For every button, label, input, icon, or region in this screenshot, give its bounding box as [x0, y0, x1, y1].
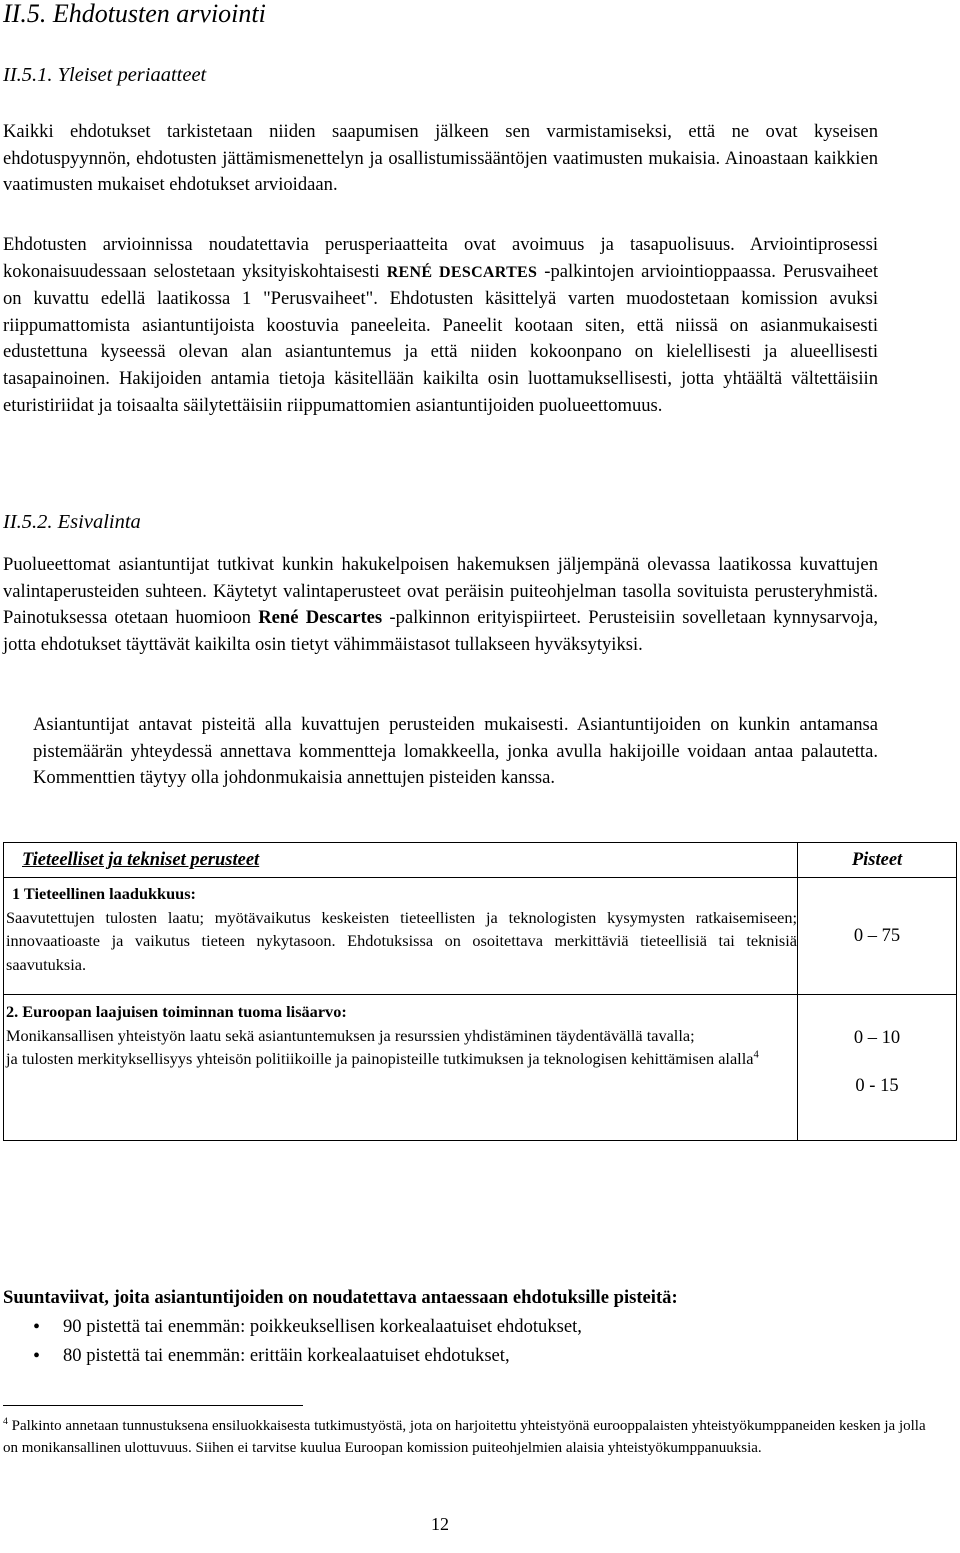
subsection-title-general: II.5.1. Yleiset periaatteet [3, 64, 207, 86]
preselection-paragraph-1-part-b: -palkinnon erityispiirteet. Perusteisiin sovelletaan kynnysarvoja, jotta ehdotukset täyttävät kaikilta osin tietyt vähimmäistasot tullakseen hyväksytyiksi. [3, 607, 878, 655]
header-criteria: Tieteelliset ja tekniset perusteet [4, 843, 798, 878]
criterion-1-cell [4, 878, 798, 995]
page-number: 12 [431, 1514, 449, 1534]
general-paragraph-2-part-b: -palkintojen arviointioppaassa. Perusvaiheet on kuvattu edellä laatikossa 1 "Perusvaiheet". Ehdotusten käsittelyä varten muodostetaan komission avuksi riippumattomista asiantuntijoista koostuvia paneeleita. Paneelit kootaan siten, että niissä on asianmukaisesti edustettuna kyseessä olevan alan asiantuntemus ja että niiden kokoonpano on kielellisesti ja alueellisesti tasapainoinen. Hakijoiden antamia tietoja käsitellään kaikilta osin luottamuksellisesti, jotta yhtäältä vältettäisiin eturistiriidat ja toisaalta säilytettäisiin riippumattomien asiantuntijoiden puolueettomuus. [3, 260, 878, 416]
criteria-row-1 [4, 878, 957, 995]
guidelines-list [3, 1313, 903, 1370]
general-paragraph-1: Kaikki ehdotukset tarkistetaan niiden saapumisen jälkeen sen varmistamiseksi, että ne ovat kyseisen ehdotuspyynnön, ehdotusten jättämismenettelyn ja osallistumissääntöjen vaatimusten mukaisia. Ainoastaan kaikkien vaatimusten mukaiset ehdotukset arvioidaan. [3, 121, 878, 196]
criteria-row-2 [4, 995, 957, 1141]
criterion-1-heading: 1 Tieteellinen laadukkuus: [12, 884, 196, 903]
rene-descartes-prize-name-2: René Descartes [258, 607, 383, 629]
footnote-text: Palkinto annetaan tunnustuksena ensiluokkaisesta tutkimustyöstä, jota on harjoitettu yhteistyönä eurooppalaisten yhteistyökumppaneiden kesken ja jolla on monikansallinen ulottuvuus. Siihen ei tarvitse kuulua Euroopan komission puiteohjelmien alaisia yhteistyökumppanuuksia. [3, 1418, 926, 1456]
criteria-table [3, 842, 957, 1141]
criterion-2-score-b: 0 - 15 [855, 1076, 899, 1096]
footnote-4 [3, 1416, 943, 1459]
preselection-paragraph-2: Asiantuntijat antavat pisteitä alla kuvattujen perusteiden mukaisesti. Asiantuntijoiden on kunkin antamansa pistemäärän yhteydessä annettava kommentteja lomakkeella, jonka avulla hakijoille voidaan antaa palautetta. Kommenttien täytyy olla johdonmukaisia annettujen pisteiden kanssa. [33, 714, 878, 789]
footnote-separator [3, 1405, 303, 1406]
rene-descartes-prize-name: RENÉ DESCARTES [386, 263, 538, 281]
guideline-item: • 90 pistettä tai enemmän: poikkeuksellisen korkealaatuiset ehdotukset, [3, 1313, 903, 1342]
criterion-2-heading: 2. Euroopan laajuisen toiminnan tuoma lisäarvo: [6, 1002, 347, 1021]
criterion-2-score-cell [798, 995, 957, 1141]
preselection-paragraph-1 [3, 552, 878, 658]
criterion-2-text-a: Monikansallisen yhteistyön laatu sekä asiantuntemuksen ja resurssien yhdistäminen täydentävällä tavalla; [6, 1025, 695, 1045]
criterion-2-text-b: ja tulosten merkityksellisyys yhteisön politiikoille ja painopisteille tutkimuksen ja teknologisen kehittämisen alalla$^4$ [6, 1049, 759, 1068]
footnote-ref-4: 4 [753, 1049, 759, 1061]
criterion-2-score-a: 0 – 10 [853, 1028, 901, 1048]
criterion-1-text: Saavutettujen tulosten laatu; myötävaikutus keskeisten tieteellisten ja teknologisten kysymysten ratkaisemiseen; innovaatioaste ja vaikutus tieteen nykytasoon. Ehdotuksissa on osoitettava merkittäviä tieteellisiä tai teknisiä saavutuksia. [6, 907, 797, 974]
section-title: II.5. Ehdotusten arviointi [3, 0, 266, 28]
criterion-2-cell [4, 995, 798, 1141]
subsection-title-preselection: II.5.2. Esivalinta [3, 511, 141, 533]
criterion-1-score: 0 – 75 [853, 925, 901, 946]
guideline-item: • 80 pistettä tai enemmän: erittäin korkealaatuiset ehdotukset, [3, 1342, 903, 1371]
preselection-paragraph-1-part-a: Puolueettomat asiantuntijat tutkivat kunkin hakukelpoisen hakemuksen jäljempänä olevassa laatikossa kuvattujen valintaperusteiden suhteen. Käytetyt valintaperusteet ovat peräisin puiteohjelman tasolla sovituista perusteryhmistä. Painotuksessa otetaan huomioon [3, 554, 878, 629]
footnote-mark: 4 [3, 1416, 8, 1427]
header-points: Pisteet [798, 843, 957, 878]
criterion-1-score-cell [798, 878, 957, 995]
guidelines-heading: Suuntaviivat, joita asiantuntijoiden on noudatettava antaessaan ehdotuksille pisteitä: [3, 1287, 678, 1308]
criteria-table-header [4, 843, 957, 878]
general-paragraph-2-part-a: Ehdotusten arvioinnissa noudatettavia perusperiaatteita ovat avoimuus ja tasapuolisuus. Arviointiprosessi kokonaisuudessaan selostetaan yksityiskohtaisesti [3, 234, 878, 282]
general-paragraph-2 [3, 232, 878, 419]
